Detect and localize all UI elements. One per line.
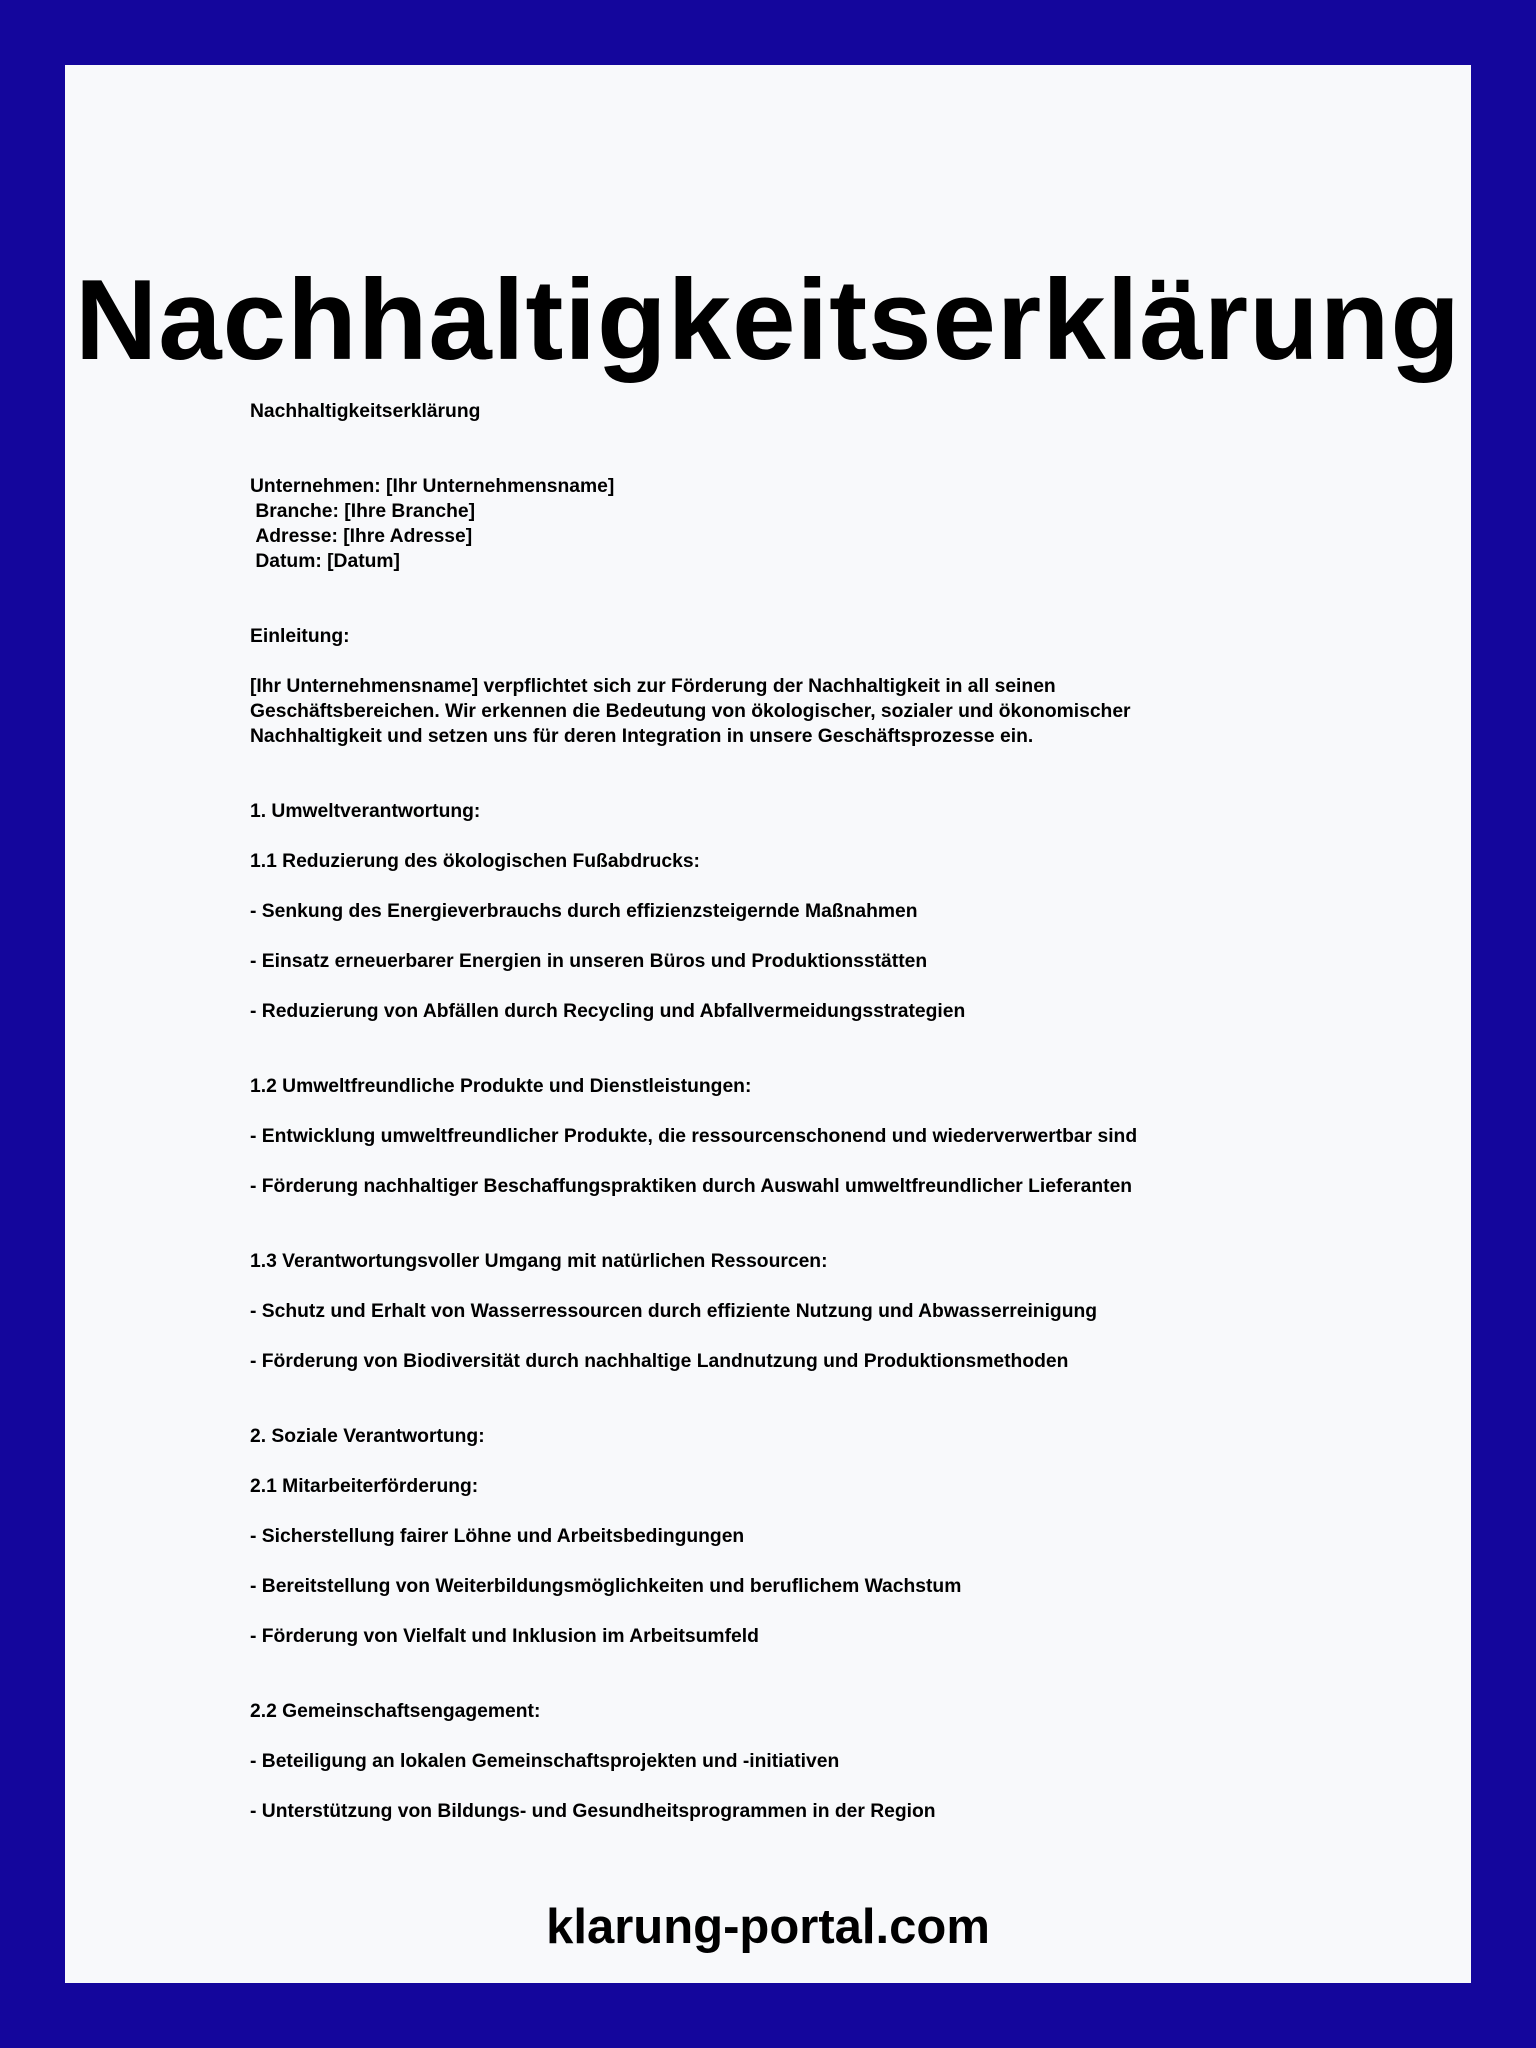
company-line: Unternehmen: [Ihr Unternehmensname] (250, 476, 615, 497)
list-item: - Reduzierung von Abfällen durch Recycling und Abfallvermeidungsstrategien (250, 1001, 966, 1022)
company-line: Datum: [Datum] (250, 551, 400, 572)
list-item: - Förderung nachhaltiger Beschaffungspraktiken durch Auswahl umweltfreundlicher Lieferanten (250, 1176, 1133, 1197)
list-item: - Schutz und Erhalt von Wasserressourcen durch effiziente Nutzung und Abwasserreinigung (250, 1301, 1098, 1322)
list-item: - Entwicklung umweltfreundlicher Produkte, die ressourcenschonend und wiederverwertbar sind (250, 1126, 1138, 1147)
list-item: - Förderung von Vielfalt und Inklusion im Arbeitsumfeld (250, 1626, 759, 1647)
list-item: - Förderung von Biodiversität durch nachhaltige Landnutzung und Produktionsmethoden (250, 1351, 1069, 1372)
company-line: Adresse: [Ihre Adresse] (250, 526, 473, 547)
section-title: 2. Soziale Verantwortung: (250, 1426, 485, 1447)
list-item: - Senkung des Energieverbrauchs durch effizienzsteigernde Maßnahmen (250, 901, 918, 922)
subsection-title: 2.2 Gemeinschaftsengagement: (250, 1701, 541, 1722)
intro-line: Nachhaltigkeit und setzen uns für deren Integration in unsere Geschäftsprozesse ein. (250, 726, 1034, 747)
list-item: - Unterstützung von Bildungs- und Gesundheitsprogrammen in der Region (250, 1801, 936, 1822)
document-title: Nachhaltigkeitserklärung (74, 257, 1462, 384)
intro-line: Geschäftsbereichen. Wir erkennen die Bedeutung von ökologischer, sozialer und ökonomischer (250, 701, 1131, 722)
subsection-title: 1.1 Reduzierung des ökologischen Fußabdrucks: (250, 851, 700, 872)
document-page (65, 65, 1471, 1983)
section-title: 1. Umweltverantwortung: (250, 801, 481, 822)
list-item: - Sicherstellung fairer Löhne und Arbeitsbedingungen (250, 1526, 745, 1547)
document-body (250, 399, 1350, 1824)
document-heading: Nachhaltigkeitserklärung (250, 401, 481, 422)
subsection-title: 2.1 Mitarbeiterförderung: (250, 1476, 479, 1497)
intro-line: [Ihr Unternehmensname] verpflichtet sich zur Förderung der Nachhaltigkeit in all seinen (250, 676, 1056, 697)
list-item: - Einsatz erneuerbarer Energien in unseren Büros und Produktionsstätten (250, 951, 928, 972)
intro-text (250, 674, 1350, 749)
subsection-title: 1.3 Verantwortungsvoller Umgang mit natürlichen Ressourcen: (250, 1251, 828, 1272)
list-item: - Beteiligung an lokalen Gemeinschaftsprojekten und -initiativen (250, 1751, 840, 1772)
subsection-title: 1.2 Umweltfreundliche Produkte und Dienstleistungen: (250, 1076, 752, 1097)
intro-label: Einleitung: (250, 626, 350, 647)
company-info (250, 474, 1350, 574)
list-item: - Bereitstellung von Weiterbildungsmöglichkeiten und beruflichem Wachstum (250, 1576, 962, 1597)
company-line: Branche: [Ihre Branche] (250, 501, 476, 522)
footer-site-name: klarung-portal.com (546, 1900, 990, 1954)
